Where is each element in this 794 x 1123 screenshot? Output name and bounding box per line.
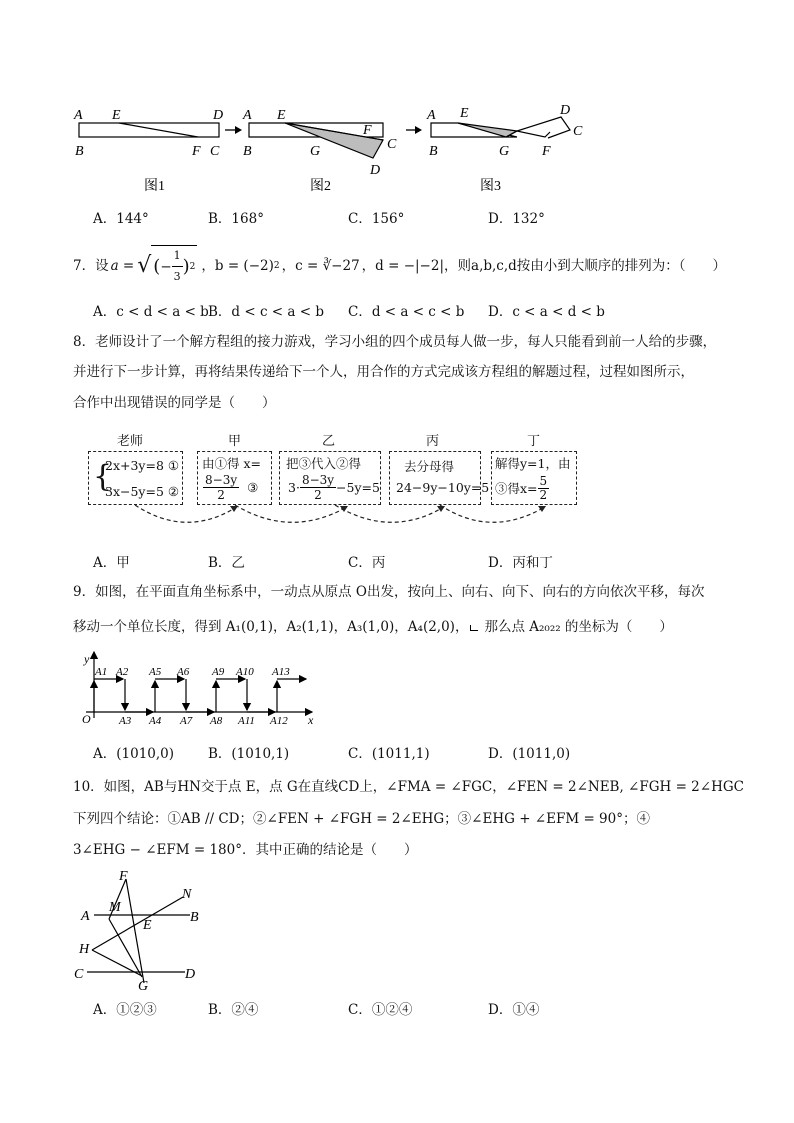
q7-option-a[interactable]: A．c < d < a < b <box>93 304 209 320</box>
q6-option-b[interactable]: B．168° <box>208 211 264 227</box>
q8-jia-num: 8−3y <box>205 473 238 487</box>
q7-suffix: ，则a,b,c,d按由小到大顺序的排列为：（ ） <box>444 258 727 274</box>
q6-figures <box>70 100 610 195</box>
q9-origin: O <box>82 712 91 726</box>
q6-f1-F: F <box>192 144 201 159</box>
q8-teacher-eq1: 2x+3y=8 ① <box>105 458 180 473</box>
q7-b-exp: 2 <box>273 261 280 271</box>
q10-label-b: B <box>190 910 199 925</box>
q9-label-a13: A13 <box>272 666 290 678</box>
q8-box-teacher: { 2x+3y=8 ① 3x−5y=5 ② <box>88 451 183 505</box>
q8-box-ding <box>491 451 577 505</box>
q9-label-a8: A8 <box>210 715 223 727</box>
q10-label-f: F <box>119 869 128 884</box>
q6-f2-B: B <box>243 144 252 159</box>
q9-option-a[interactable]: A．(1010,0) <box>93 746 175 762</box>
q6-figure-2 <box>242 108 397 178</box>
q7-c-def: ，c = ∛−27 <box>281 258 360 274</box>
q9-line-2a: 移动一个单位长度，得到 A₁(0,1)，A₂(1,1)，A₃(1,0)，A₄(2,0)， <box>73 619 469 635</box>
q9-line-2b: 那么点 A₂₀₂₂ 的坐标为（ ） <box>484 619 673 635</box>
q6-caption-1: 图1 <box>144 179 165 194</box>
q8-option-d[interactable]: D．丙和丁 <box>488 555 553 571</box>
q8-header-teacher: 老师 <box>117 434 144 449</box>
q9-label-a2: A2 <box>116 666 129 678</box>
q8-box-bing <box>389 451 490 505</box>
q9-label-a12: A12 <box>270 715 288 727</box>
q7-prefix: 7．设 <box>73 258 109 274</box>
q6-f3-E: E <box>460 106 469 121</box>
q9-option-d[interactable]: D．(1011,0) <box>488 746 571 762</box>
q8-jia-den: 2 <box>217 488 225 502</box>
q9-label-a11: A11 <box>238 715 255 727</box>
q7-option-b[interactable]: B．d < c < a < b <box>208 304 324 320</box>
q6-option-a[interactable]: A．144° <box>93 211 149 227</box>
q8-option-a[interactable]: A．甲 <box>93 555 130 571</box>
q8-yi-coef: 3· <box>288 479 300 495</box>
q8-ding-line1: 解得y=1，由 <box>495 456 571 471</box>
q8-yi-num: 8−3y <box>301 473 335 487</box>
q6-f3-G: G <box>499 144 510 159</box>
q9-y-label: y <box>84 652 90 666</box>
q6-option-c[interactable]: C．156° <box>348 211 405 227</box>
q9-line-2 <box>73 617 673 637</box>
q10-label-g: G <box>138 979 149 994</box>
q6-option-d[interactable]: D．132° <box>488 211 545 227</box>
q6-f1-C: C <box>210 144 220 159</box>
q9-x-label: x <box>308 713 314 727</box>
q9-label-a9: A9 <box>212 666 225 678</box>
q6-f1-B: B <box>75 144 84 159</box>
q6-f2-G: G <box>310 144 321 159</box>
q8-ding-prefix: ③得x= <box>495 480 538 496</box>
q7-option-c[interactable]: C．d < a < c < b <box>348 304 465 320</box>
q7-frac-den: 3 <box>173 270 181 283</box>
q10-geometry-figure <box>72 866 212 994</box>
q10-label-h: H <box>79 942 90 957</box>
q8-option-c[interactable]: C．丙 <box>348 555 386 571</box>
q10-option-d[interactable]: D．①④ <box>488 1002 540 1018</box>
q6-f2-E: E <box>277 108 286 123</box>
q8-yi-den: 2 <box>314 488 322 502</box>
q8-box-jia <box>197 451 272 505</box>
q10-label-d: D <box>185 967 196 982</box>
q6-f1-A: A <box>74 108 83 123</box>
q8-ding-den: 2 <box>539 488 548 502</box>
q6-f3-D: D <box>560 103 571 118</box>
q8-header-jia: 甲 <box>228 434 242 449</box>
q10-label-a: A <box>81 909 90 924</box>
q10-label-e: E <box>143 918 152 933</box>
q8-line-1: 8．老师设计了一个解方程组的接力游戏，学习小组的四个成员每人做一步，每人只能看到前一人给的步骤， <box>73 334 717 350</box>
q8-yi-rest: −5y=5 <box>336 479 380 495</box>
q10-line-2: 下列四个结论：①AB // CD；②∠FEN + ∠FGH = 2∠EHG；③∠EHG + ∠EFM = 90°；④ <box>73 811 650 827</box>
q9-label-a1: A1 <box>95 666 108 678</box>
q6-f1-D: D <box>213 108 224 123</box>
q8-jia-ref: ③ <box>247 479 259 495</box>
q9-label-a10: A10 <box>236 666 254 678</box>
q6-f2-D: D <box>370 163 381 178</box>
q8-ding-num: 5 <box>539 474 548 488</box>
q8-yi-line1: 把③代入②得 <box>286 456 362 471</box>
q6-f2-F: F <box>363 123 372 138</box>
q9-label-a3: A3 <box>119 715 132 727</box>
q8-relay-arrows <box>80 500 600 540</box>
q7-sqrt: √ ( − $\frac{1}{3}$ ) 2 <box>137 245 197 287</box>
q6-caption-2: 图2 <box>310 179 331 194</box>
q6-f2-A: A <box>243 108 252 123</box>
q10-line-3: 3∠EHG − ∠EFM = 180°．其中正确的结论是（ ） <box>73 842 418 858</box>
q6-figure-3 <box>426 103 583 159</box>
q8-bing-line2: 24−9y−10y=5 <box>396 480 490 495</box>
q7-b-def: ，b = (−2) <box>201 258 274 274</box>
q6-f3-A: A <box>427 108 436 123</box>
q6-figure-1 <box>73 108 223 159</box>
q9-label-a4: A4 <box>149 715 162 727</box>
q10-label-m: M <box>109 900 121 915</box>
q10-label-n: N <box>182 887 192 902</box>
q8-line-2: 并进行下一步计算，再将结果传递给下一个人，用合作的方式完成该方程组的解题过程，过程如图所示， <box>73 364 694 380</box>
q6-f2-C: C <box>387 137 397 152</box>
q7-stem <box>73 249 727 283</box>
q8-header-bing: 丙 <box>426 434 440 449</box>
q9-option-b[interactable]: B．(1010,1) <box>208 746 290 762</box>
q8-header-ding: 丁 <box>527 434 541 449</box>
q10-line-1: 10．如图，AB与HN交于点 E，点 G在直线CD上，∠FMA = ∠FGC，∠FEN = 2∠NEB, ∠FGH = 2∠HGC <box>73 779 744 795</box>
q9-coordinate-figure <box>72 648 332 728</box>
q7-option-d[interactable]: D．c < a < d < b <box>488 304 605 320</box>
q6-f3-B: B <box>429 144 438 159</box>
q9-option-c[interactable]: C．(1011,1) <box>348 746 430 762</box>
q6-f3-C: C <box>573 124 583 139</box>
q9-label-a7: A7 <box>180 715 193 727</box>
q9-line-1: 9．如图，在平面直角坐标系中，一动点从原点 O出发，按向上、向右、向下、向右的方向依次平移，每次 <box>73 584 705 600</box>
q9-label-a5: A5 <box>149 666 162 678</box>
q8-teacher-eq2: 3x−5y=5 ② <box>105 484 180 499</box>
q9-label-a6: A6 <box>177 666 190 678</box>
q7-frac-num: 1 <box>172 246 183 267</box>
q10-label-c: C <box>74 967 84 982</box>
q10-option-c[interactable]: C．①②④ <box>348 1002 413 1018</box>
q7-a-def: a = <box>110 258 135 274</box>
q7-d-def: ，d = −|−2| <box>361 258 445 274</box>
q6-f3-F: F <box>542 144 551 159</box>
q10-option-b[interactable]: B．②④ <box>208 1002 259 1018</box>
q6-caption-3: 图3 <box>480 179 501 194</box>
q8-header-yi: 乙 <box>322 434 336 449</box>
q6-f1-E: E <box>112 108 121 123</box>
q8-option-b[interactable]: B．乙 <box>208 555 245 571</box>
q8-jia-line1: 由①得 x= <box>202 456 261 471</box>
q8-bing-line1: 去分母得 <box>404 459 455 474</box>
q10-option-a[interactable]: A．①②③ <box>93 1002 157 1018</box>
q8-line-3: 合作中出现错误的同学是（ ） <box>73 395 276 411</box>
q8-box-yi <box>279 451 381 505</box>
